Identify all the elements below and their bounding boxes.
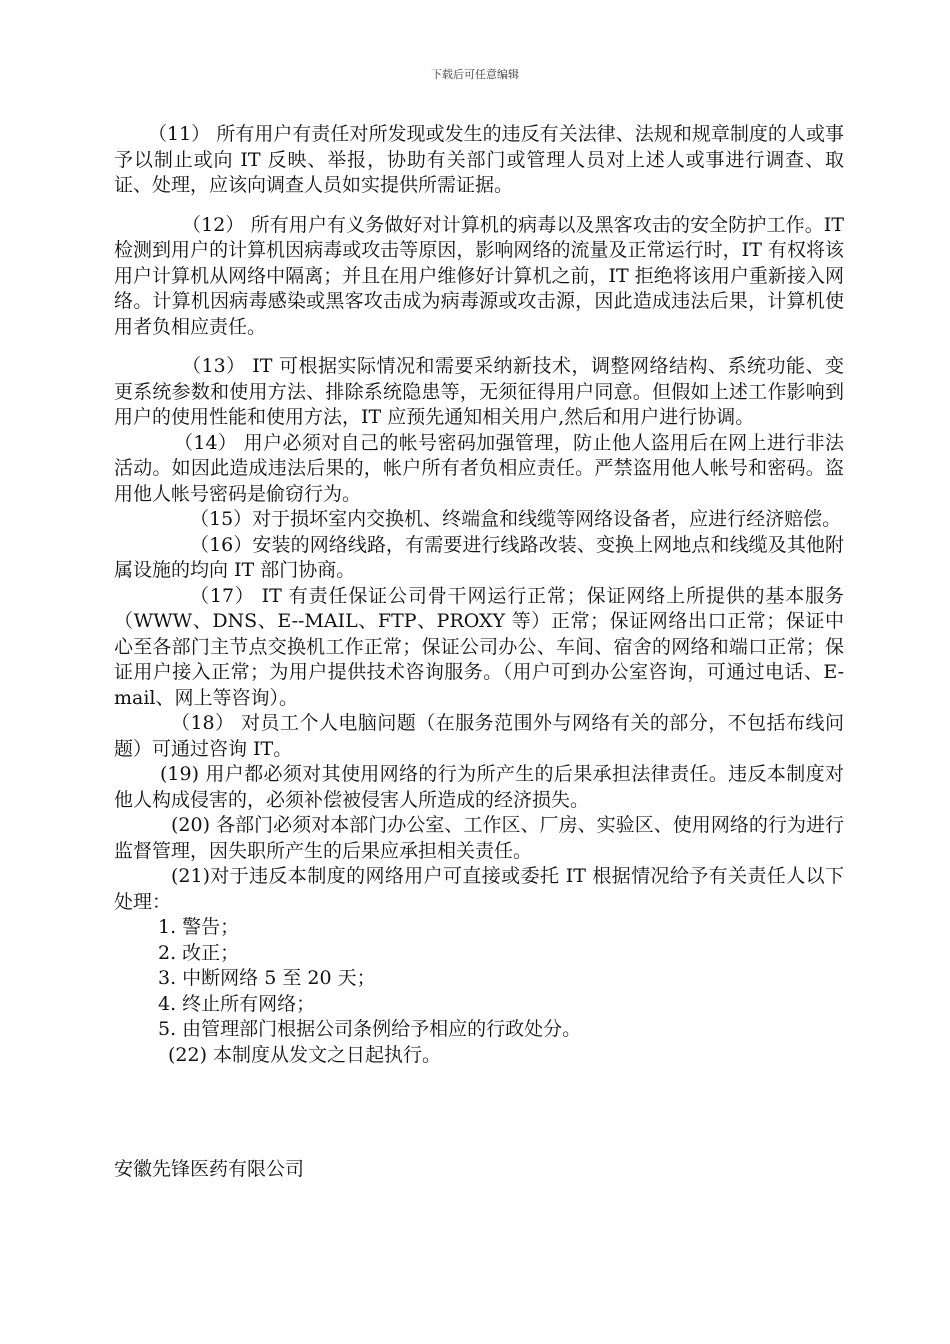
clause-12: （12） 所有用户有义务做好对计算机的病毒以及黑客攻击的安全防护工作。IT 检测到用户的计算机因病毒或攻击等原因，影响网络的流量及正常运行时，IT 有权将该用户计算机从网络中隔离；并且在用户维修好计算机之前，IT 拒绝将该用户重新接入网络。计算机因病毒感染或黑客攻击成为病毒源或攻击源，因此造成违法后果，计算机使用者负相应责任。 — [114, 213, 844, 338]
clause-14: （14） 用户必须对自己的帐号密码加强管理，防止他人盗用后在网上进行非法活动。如因此造成违法后果的，帐户所有者负相应责任。严禁盗用他人帐号和密码。盗用他人帐号密码是偷窃行为。 — [114, 431, 844, 505]
clause-15: （15）对于损坏室内交换机、终端盒和线缆等网络设备者，应进行经济赔偿。 — [190, 508, 842, 530]
penalty-item-1: 1. 警告； — [158, 916, 240, 938]
clause-17: （17） IT 有责任保证公司骨干网运行正常；保证网络上所提供的基本服务（WWW、DNS、E--MAIL、FTP、PROXY 等）正常；保证网络出口正常；保证中心至各部门主节点交换机工作正常；保证公司办公、车间、宿舍的网络和端口正常；保证用户接入正常；为用户提供技术咨询服务。（用户可到办公室咨询，可通过电话、E-mail、网上等咨询）。 — [114, 584, 844, 709]
company-signature: 安徽先锋医药有限公司 — [114, 1158, 305, 1180]
penalty-item-4: 4. 终止所有网络； — [158, 992, 316, 1015]
clause-11: （11） 所有用户有责任对所发现或发生的违反有关法律、法规和规章制度的人或事予以制止或向 IT 反映、举报，协助有关部门或管理人员对上述人或事进行调查、取证、处理，应该向调查人员如实提供所需证据。 — [114, 123, 844, 196]
page-header: 下载后可任意编辑 — [431, 68, 519, 81]
clause-21: (21)对于违反本制度的网络用户可直接或委托 IT 根据情况给予有关责任人以下处理： — [114, 865, 844, 913]
document-body — [114, 122, 844, 1068]
clause-20: (20) 各部门必须对本部门办公室、工作区、厂房、实验区、使用网络的行为进行监督管理，因失职所产生的后果应承担相关责任。 — [114, 814, 844, 862]
clause-22: (22) 本制度从发文之日起执行。 — [168, 1043, 442, 1066]
penalty-item-5: 5. 由管理部门根据公司条例给予相应的行政处分。 — [158, 1018, 582, 1040]
clause-16: （16）安装的网络线路，有需要进行线路改装、变换上网地点和线缆及其他附属设施的均向 IT 部门协商。 — [114, 533, 844, 581]
clause-19: (19) 用户都必须对其使用网络的行为所产生的后果承担法律责任。违反本制度对他人构成侵害的，必须补偿被侵害人所造成的经济损失。 — [114, 763, 844, 811]
penalty-item-3: 3. 中断网络 5 至 20 天； — [158, 967, 376, 989]
clause-13: （13） IT 可根据实际情况和需要采纳新技术，调整网络结构、系统功能、变更系统参数和使用方法、排除系统隐患等，无须征得用户同意。但假如上述工作影响到用户的使用性能和使用方法，IT 应预先通知相关用户,然后和用户进行协调。 — [114, 355, 844, 428]
clause-18: （18） 对员工个人电脑问题（在服务范围外与网络有关的部分，不包括布线问题）可通过咨询 IT。 — [114, 712, 844, 760]
penalty-item-2: 2. 改正； — [158, 941, 240, 964]
